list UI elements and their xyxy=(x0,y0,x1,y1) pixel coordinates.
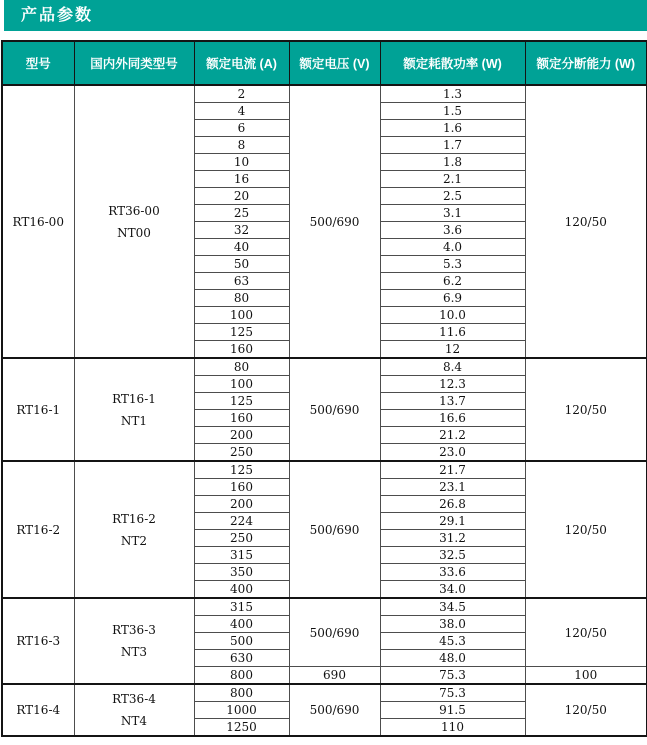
col-header-breaking: 额定分断能力 (W) xyxy=(525,41,647,85)
current-cell: 250 xyxy=(194,530,289,547)
equivalent-line: RT36-4 xyxy=(112,692,156,706)
current-cell: 224 xyxy=(194,513,289,530)
equivalent-cell xyxy=(74,461,194,598)
current-cell: 8 xyxy=(194,137,289,154)
table-body xyxy=(2,85,647,736)
power-cell: 1.3 xyxy=(380,85,525,103)
breaking-cell: 120/50 xyxy=(525,598,647,667)
current-cell: 160 xyxy=(194,479,289,496)
model-cell: RT16-1 xyxy=(2,358,74,461)
current-cell: 125 xyxy=(194,461,289,479)
current-cell: 80 xyxy=(194,290,289,307)
equivalent-cell xyxy=(74,598,194,684)
model-cell: RT16-3 xyxy=(2,598,74,684)
current-cell: 400 xyxy=(194,616,289,633)
equivalent-line: NT00 xyxy=(117,225,151,240)
current-cell: 1250 xyxy=(194,719,289,737)
equivalent-line: NT2 xyxy=(120,533,148,548)
power-cell: 1.5 xyxy=(380,103,525,120)
current-cell: 50 xyxy=(194,256,289,273)
col-header-current: 额定电流 (A) xyxy=(194,41,289,85)
power-cell: 23.1 xyxy=(380,479,525,496)
current-cell: 250 xyxy=(194,444,289,462)
power-cell: 1.6 xyxy=(380,120,525,137)
current-cell: 32 xyxy=(194,222,289,239)
power-cell: 26.8 xyxy=(380,496,525,513)
header-row xyxy=(2,41,647,85)
equivalent-line: NT3 xyxy=(120,645,148,659)
breaking-cell: 120/50 xyxy=(525,85,647,358)
voltage-cell: 500/690 xyxy=(289,461,380,598)
current-cell: 16 xyxy=(194,171,289,188)
page-title: 产品参数 xyxy=(21,7,94,24)
power-cell: 2.1 xyxy=(380,171,525,188)
power-cell: 12.3 xyxy=(380,376,525,393)
col-header-power: 额定耗散功率 (W) xyxy=(380,41,525,85)
power-cell: 33.6 xyxy=(380,564,525,581)
current-cell: 630 xyxy=(194,650,289,667)
power-cell: 4.0 xyxy=(380,239,525,256)
equivalent-cell xyxy=(74,358,194,461)
current-cell: 125 xyxy=(194,393,289,410)
power-cell: 6.2 xyxy=(380,273,525,290)
breaking-cell: 120/50 xyxy=(525,461,647,598)
voltage-cell: 690 xyxy=(289,667,380,685)
current-cell: 40 xyxy=(194,239,289,256)
power-cell: 110 xyxy=(380,719,525,737)
current-cell: 200 xyxy=(194,496,289,513)
breaking-cell: 100 xyxy=(525,667,647,685)
voltage-cell: 500/690 xyxy=(289,684,380,736)
current-cell: 100 xyxy=(194,307,289,324)
equivalent-cell xyxy=(74,85,194,358)
power-cell: 75.3 xyxy=(380,684,525,702)
model-cell: RT16-00 xyxy=(2,85,74,358)
power-cell: 2.5 xyxy=(380,188,525,205)
parameters-table-wrap xyxy=(0,40,647,737)
equivalent-line: NT1 xyxy=(120,413,148,428)
equivalent-line: RT36-00 xyxy=(108,203,160,218)
current-cell: 20 xyxy=(194,188,289,205)
power-cell: 21.7 xyxy=(380,461,525,479)
power-cell: 8.4 xyxy=(380,358,525,376)
power-cell: 45.3 xyxy=(380,633,525,650)
current-cell: 200 xyxy=(194,427,289,444)
power-cell: 75.3 xyxy=(380,667,525,685)
table-row xyxy=(2,598,647,616)
current-cell: 100 xyxy=(194,376,289,393)
section-title-bar xyxy=(4,0,647,31)
power-cell: 29.1 xyxy=(380,513,525,530)
power-cell: 32.5 xyxy=(380,547,525,564)
power-cell: 91.5 xyxy=(380,702,525,719)
current-cell: 10 xyxy=(194,154,289,171)
power-cell: 23.0 xyxy=(380,444,525,462)
power-cell: 38.0 xyxy=(380,616,525,633)
current-cell: 315 xyxy=(194,547,289,564)
power-cell: 48.0 xyxy=(380,650,525,667)
current-cell: 125 xyxy=(194,324,289,341)
current-cell: 2 xyxy=(194,85,289,103)
current-cell: 160 xyxy=(194,341,289,359)
current-cell: 6 xyxy=(194,120,289,137)
col-header-model: 型号 xyxy=(2,41,74,85)
current-cell: 400 xyxy=(194,581,289,599)
power-cell: 6.9 xyxy=(380,290,525,307)
power-cell: 13.7 xyxy=(380,393,525,410)
equivalent-line: NT4 xyxy=(120,714,148,728)
current-cell: 63 xyxy=(194,273,289,290)
current-cell: 350 xyxy=(194,564,289,581)
power-cell: 34.5 xyxy=(380,598,525,616)
col-header-voltage: 额定电压 (V) xyxy=(289,41,380,85)
equivalent-cell xyxy=(74,684,194,736)
current-cell: 25 xyxy=(194,205,289,222)
table-row xyxy=(2,85,647,103)
current-cell: 315 xyxy=(194,598,289,616)
model-cell: RT16-4 xyxy=(2,684,74,736)
voltage-cell: 500/690 xyxy=(289,598,380,667)
breaking-cell: 120/50 xyxy=(525,358,647,461)
current-cell: 80 xyxy=(194,358,289,376)
col-header-equivalent: 国内外同类型号 xyxy=(74,41,194,85)
breaking-cell: 120/50 xyxy=(525,684,647,736)
power-cell: 11.6 xyxy=(380,324,525,341)
equivalent-line: RT36-3 xyxy=(112,623,156,637)
model-cell: RT16-2 xyxy=(2,461,74,598)
current-cell: 800 xyxy=(194,667,289,685)
power-cell: 5.3 xyxy=(380,256,525,273)
table-row xyxy=(2,684,647,702)
power-cell: 3.6 xyxy=(380,222,525,239)
current-cell: 1000 xyxy=(194,702,289,719)
voltage-cell: 500/690 xyxy=(289,85,380,358)
parameters-table xyxy=(1,40,647,737)
equivalent-line: RT16-1 xyxy=(112,391,156,406)
voltage-cell: 500/690 xyxy=(289,358,380,461)
equivalent-line: RT16-2 xyxy=(112,511,156,526)
current-cell: 800 xyxy=(194,684,289,702)
power-cell: 12 xyxy=(380,341,525,359)
power-cell: 31.2 xyxy=(380,530,525,547)
power-cell: 34.0 xyxy=(380,581,525,599)
current-cell: 500 xyxy=(194,633,289,650)
current-cell: 160 xyxy=(194,410,289,427)
power-cell: 3.1 xyxy=(380,205,525,222)
power-cell: 21.2 xyxy=(380,427,525,444)
table-row xyxy=(2,461,647,479)
table-row xyxy=(2,358,647,376)
power-cell: 1.8 xyxy=(380,154,525,171)
power-cell: 16.6 xyxy=(380,410,525,427)
power-cell: 1.7 xyxy=(380,137,525,154)
current-cell: 4 xyxy=(194,103,289,120)
power-cell: 10.0 xyxy=(380,307,525,324)
